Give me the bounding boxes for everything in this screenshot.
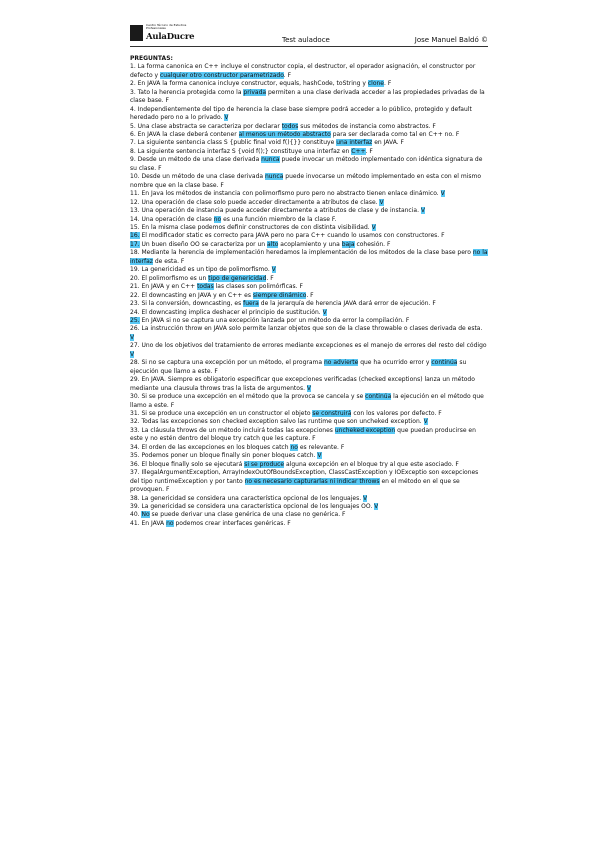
question-text: 2. En JAVA la forma canonica incluye constructor, equals, hashCode, toString y [130, 80, 368, 88]
question-list [130, 63, 488, 528]
question-text: de esta. F [152, 257, 185, 265]
question-text: 30. Si se produce una excepción en el método que la provoca se cancela y se [130, 393, 366, 401]
question-item [130, 325, 488, 342]
question-text: acoplamiento y una [278, 240, 342, 248]
question-item [130, 89, 488, 106]
page-header [130, 24, 488, 47]
highlighted-text: no [213, 215, 222, 223]
question-item [130, 199, 488, 207]
question-text: 35. Podemos poner un bloque finally sin poner bloques catch. [130, 452, 318, 460]
question-text: 13. Una operación de instancia puede acceder directamente a atributos de clase y de instancia. [130, 207, 421, 215]
highlighted-text: V [322, 308, 327, 316]
question-text: 33. La cláusula throws de un método incluirá todas las excepciones [130, 426, 335, 434]
logo [130, 24, 200, 44]
highlighted-text: continúa [431, 359, 458, 367]
question-item [130, 300, 488, 308]
question-text: 3. Tato la herencia protegida como la [130, 88, 244, 96]
question-text: su ejecución que llamo a este. F [130, 359, 467, 375]
question-text: . F [306, 291, 314, 299]
question-text: se puede derivar una clase genérica de una clase no genérica. F [149, 511, 346, 519]
logo-mark-icon [130, 25, 143, 41]
highlighted-text: V [379, 198, 384, 206]
question-item [130, 224, 488, 232]
question-item [130, 275, 488, 283]
highlighted-text: V [130, 350, 135, 358]
section-heading: PREGUNTAS: [130, 55, 173, 62]
document-author: Jose Manuel Baldó © [414, 36, 488, 44]
highlighted-text: una interfaz [336, 139, 373, 147]
highlighted-text: V [420, 207, 425, 215]
highlighted-text: V [374, 502, 379, 510]
question-item [130, 469, 488, 494]
question-item [130, 444, 488, 452]
question-text: 15. En la misma clase podemos definir constructores de con distinta visibilidad. [130, 224, 372, 232]
highlighted-text: No [141, 511, 150, 519]
question-text: puede invocar un método implementado con idéntica signatura de su clase. F [130, 156, 483, 172]
highlighted-text: V [271, 266, 276, 274]
question-text: 24. El downcasting implica deshacer el principio de sustitución. [130, 308, 323, 316]
highlighted-text: V [224, 114, 229, 122]
highlighted-text: no la interfaz [130, 249, 488, 265]
question-text: 9. Desde un método de una clase derivada [130, 156, 262, 164]
highlighted-text: no [166, 519, 174, 527]
question-text: 7. La siguiente sentencia class S {public final void f(){}} constituye [130, 139, 337, 147]
question-item [130, 106, 488, 123]
question-text: 8. La siguiente sentencia interfaz S {void f();} constituye una interfaz en [130, 147, 352, 155]
highlighted-text: V [423, 418, 428, 426]
question-item [130, 80, 488, 88]
question-text: 26. La instrucción throw en JAVA solo permite lanzar objetos que son de la clase throwable o clases derivada de esta. [130, 325, 483, 333]
question-text: cohesión. F [354, 240, 391, 248]
highlighted-text: clone [367, 80, 384, 88]
question-item [130, 139, 488, 147]
question-text: . F [266, 274, 274, 282]
question-text: de la jerarquía de herencia JAVA dará error de ejecución. F [258, 300, 436, 308]
question-text: En JAVA si no se captura una excepción lanzada por un método da error la compilación. F [139, 317, 410, 324]
question-text: 1. La forma canonica en C++ incluye el constructor copia, el destructor, el operador asignación, el constructor por defecto y [130, 63, 476, 79]
question-item [130, 342, 488, 359]
question-item [130, 241, 488, 249]
question-item [130, 249, 488, 266]
question-text: en el método en el que se provoquen. F [130, 477, 460, 494]
highlighted-text: todos [281, 122, 299, 130]
highlighted-text: 17. [130, 240, 140, 248]
question-text: 22. El downcasting en JAVA y en C++ es [130, 291, 253, 299]
highlighted-text: alto [267, 240, 279, 248]
question-text: 40. [130, 511, 142, 519]
question-text: es relevante. F [297, 443, 345, 451]
question-text: 38. La genericidad se considera una característica opcional de los lenguajes. [130, 494, 364, 502]
question-item [130, 173, 488, 190]
highlighted-text: V [306, 384, 312, 392]
question-text: alguna excepción en el bloque try al que este asociado. F [284, 460, 459, 468]
question-text: en JAVA. F [372, 139, 404, 147]
highlighted-text: siempre dinámico [252, 291, 307, 299]
highlighted-text: no advierte [323, 359, 359, 367]
question-text: 28. Si no se captura una excepción por un método, el programa [130, 359, 324, 367]
question-text: las clases son polimórficas. F [213, 283, 303, 291]
question-text: para ser declarada como tal en C++ no. F [330, 131, 460, 139]
question-text: puede invocarse un método implementado en esta con el mismo nombre que en la clase base. F [130, 173, 481, 189]
question-item [130, 511, 488, 519]
question-item [130, 156, 488, 173]
logo-name: AulaDucre [146, 32, 195, 42]
question-text: es una función miembro de la clase F. [221, 215, 337, 223]
highlighted-text: no es necesario capturarlas ni indicar throws [244, 477, 380, 485]
question-text: 18. Mediante la herencia de implementación heredamos la implementación de los métodos de la clase base pero [130, 249, 473, 257]
highlighted-text: fuera [243, 300, 259, 308]
question-item [130, 461, 488, 469]
question-item [130, 123, 488, 131]
highlighted-text: se construirá [312, 409, 352, 417]
question-item [130, 452, 488, 460]
question-text: 37. IllegalArgumentException, ArrayIndexOutOfBoundsException, ClassCastException y IOExceptio son excepciones del tipo runtimeException y por tanto [130, 469, 479, 485]
question-text: Un buen diseño OO se caracteriza por un [139, 240, 268, 248]
question-text: . F [283, 71, 292, 79]
question-text: 34. El orden de las excepciones en los bloques catch [130, 443, 291, 451]
question-text: 31. Si se produce una excepción en un constructor el objeto [130, 409, 313, 417]
question-text: 41. En JAVA [130, 519, 167, 527]
question-text: 10. Desde un método de una clase derivada [130, 173, 265, 181]
question-text: 5. Una clase abstracta se caracteriza por declarar [130, 122, 282, 130]
question-item [130, 495, 488, 503]
question-text: El modificador static es correcto para JAVA pero no para C++ cuando lo usamos con constructores. F [139, 232, 445, 240]
question-text: 6. En JAVA la clase deberá contener [130, 131, 239, 139]
highlighted-text: V [440, 190, 445, 198]
question-item [130, 359, 488, 376]
highlighted-text: no [290, 443, 298, 451]
question-text: sus métodos de instancia como abstractos. F [298, 122, 436, 130]
question-text: 20. El polimorfismo es un [130, 274, 209, 282]
highlighted-text: uncheked exception [334, 426, 396, 434]
document-title: Test auladoce [282, 36, 330, 44]
highlighted-text: cualquier otro constructor parametrizado [160, 71, 284, 79]
question-text: 29. En JAVA. Siempre es obligatorio especificar que excepciones verificadas (checked exceptions) lanza un método mediante una clausula throws tras la lista de argumentos. [130, 376, 475, 392]
logo-subtitle: Centro Técnico de Estudios Profesionales [146, 23, 187, 31]
question-text: podemos crear interfaces genéricas. F [173, 519, 291, 527]
questions-section [130, 55, 488, 528]
question-item [130, 317, 488, 325]
highlighted-text: V [317, 452, 322, 460]
question-item [130, 216, 488, 224]
question-text: 36. El bloque finally solo se ejecutará [130, 460, 245, 468]
highlighted-text: nunca [261, 156, 280, 164]
question-item [130, 232, 488, 240]
question-item [130, 418, 488, 426]
question-item [130, 148, 488, 156]
question-item [130, 503, 488, 511]
question-text: . F [384, 80, 392, 88]
question-item [130, 393, 488, 410]
highlighted-text: baja [341, 240, 355, 248]
question-item [130, 427, 488, 444]
highlighted-text: todas [197, 283, 214, 291]
highlighted-text: nunca [264, 173, 284, 181]
highlighted-text: si se produce [244, 460, 285, 468]
highlighted-text: continúa [365, 393, 392, 401]
question-text: 4. Independientemente del tipo de herencia la clase base siempre podrá acceder a lo público, protegido y default heredado pero no a lo privado. [130, 105, 472, 122]
highlighted-text: al menos un método abstracto [238, 131, 331, 139]
question-item [130, 190, 488, 198]
question-text: 27. Uno de los objetivos del tratamiento de errores mediante excepciones es el manejo de errores del resto del código [130, 342, 487, 350]
highlighted-text: privada [243, 88, 267, 96]
question-item [130, 283, 488, 291]
question-item [130, 292, 488, 300]
question-text: 32. Todas las excepciones son checked exception salvo las runtime que son uncheked exception. [130, 418, 424, 426]
highlighted-text: tipo de genericidad [208, 274, 267, 282]
question-item [130, 63, 488, 80]
question-item [130, 376, 488, 393]
question-item [130, 131, 488, 139]
question-text: la ejecución en el método que llamo a este. F [130, 393, 484, 409]
question-text: . F [365, 147, 373, 155]
question-item [130, 410, 488, 418]
question-item [130, 266, 488, 274]
question-text: que puedan producirse en este y no estén dentro del bloque try catch que les capture. F [130, 426, 476, 443]
highlighted-text: V [371, 224, 376, 232]
highlighted-text: V [130, 333, 135, 341]
highlighted-text: V [363, 494, 368, 502]
question-text: 11. En Java los métodos de instancia con polimorfismo puro pero no abstracto tienen enlace dinámico. [130, 190, 441, 198]
question-text: 39. La genericidad se considera una característica opcional de los lenguajes OO. [130, 502, 375, 510]
question-text: 12. Una operación de clase solo puede acceder directamente a atributos de clase. [130, 198, 380, 206]
question-text: que ha ocurrido error y [358, 359, 432, 367]
question-text: 14. Una operación de clase [130, 215, 214, 223]
question-item [130, 207, 488, 215]
question-text: 23. Si la conversión, downcasting, es [130, 300, 244, 308]
question-item [130, 520, 488, 528]
highlighted-text: C++ [351, 147, 366, 155]
highlighted-text: 16. [130, 232, 140, 240]
question-text: con los valores por defecto. F [351, 409, 442, 417]
question-text: 19. La genericidad es un tipo de polimorfismo. [130, 266, 272, 274]
highlighted-text: 25. [130, 317, 140, 324]
question-text: 21. En JAVA y en C++ [130, 283, 198, 291]
question-text: permiten a una clase derivada acceder a las propiedades privadas de la clase base. F [130, 88, 485, 105]
question-item [130, 309, 488, 317]
